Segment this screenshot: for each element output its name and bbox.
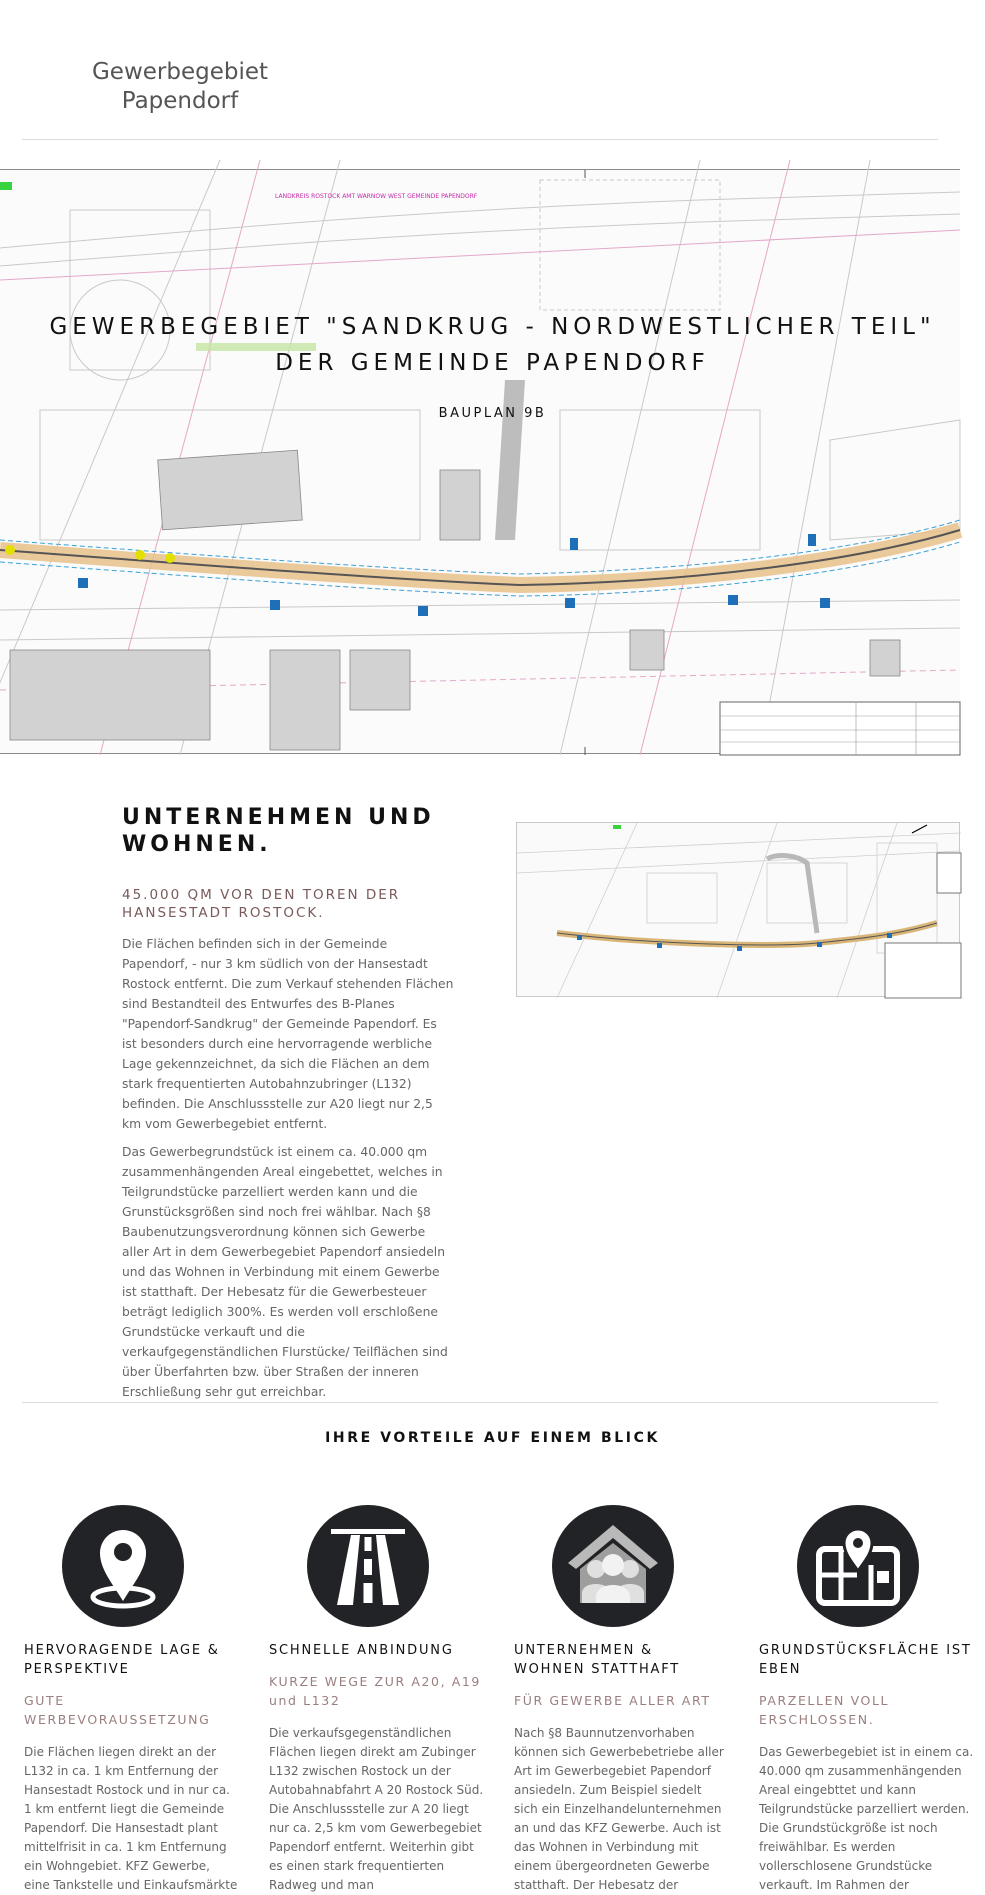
site-plan-thumbnail-drawing [517, 823, 961, 998]
feature-title: UNTERNEHMEN & WOHNEN STATTHAFT [514, 1643, 681, 1677]
feature-text: Die Flächen liegen direkt an der L132 in ca. 1 km Entfernung der Hansestadt Rostock und in nur ca. 1 km entfernt liegt die Gemeinde Papendorf. Die Hansestadt plant mittelfrisit in ca. 1 km Entfernung ein Wohngebiet. KFZ Gewerbe, eine Tankstelle und Einkaufsmärkte [24, 1745, 238, 1892]
header-divider [22, 139, 938, 140]
plan-region-label: LANDKREIS ROSTOCK AMT WARNOW WEST GEMEINDE PAPENDORF [275, 193, 478, 200]
hero-title-line-1: GEWERBEGEBIET "SANDKRUG - NORDWESTLICHER TEIL" [49, 314, 936, 340]
location-pin-icon [62, 1505, 184, 1627]
feature-kicker: PARZELLEN VOLL ERSCHLOSSEN. [759, 1693, 890, 1727]
house-people-icon [552, 1505, 674, 1627]
hero-plan-banner [0, 169, 960, 754]
feature-text: Die verkaufsgegenständlichen Flächen liegen direkt am Zubinger L132 zwischen Rostock un der Autobahnabfahrt A 20 Rostock Süd. Die Anschlussstelle zur A 20 liegt nur ca. 2,5 km vom Gewerbegebiet Papendorf entfernt. Weiterhin gibt es einen stark frequentierten Radweg und man [269, 1726, 484, 1892]
logo-line-1: Gewerbegebiet [91, 59, 269, 85]
feature-title: GRUNDSTÜCKSFLÄCHE IST EBEN [759, 1643, 972, 1677]
section-kicker: 45.000 QM VOR DEN TOREN DER HANSESTADT ROSTOCK. [122, 887, 401, 921]
feature-kicker: FÜR GEWERBE ALLER ART [514, 1693, 711, 1708]
section-body [122, 934, 455, 1410]
hero-title-line-2: DER GEMEINDE PAPENDORF [275, 350, 710, 376]
feature-title: SCHNELLE ANBINDUNG [269, 1643, 454, 1658]
advantages-heading: IHRE VORTEILE AUF EINEM BLICK [325, 1430, 660, 1446]
section-title-line-1: UNTERNEHMEN UND [122, 805, 435, 830]
feature-text: Das Gewerbegebiet ist in einem ca. 40.000 qm zusammenhängenden Areal eingebttet und kann Teilgrundstücke parzelliert werden. Die Grundstückgröße ist noch freiwählbar. Es werden vollerschlosene Grundstücke verkauft. Im Rahmen der [759, 1745, 974, 1892]
feature-card-connection [269, 1505, 484, 1895]
highway-icon [307, 1505, 429, 1627]
section-title-line-2: WOHNEN. [122, 832, 272, 857]
section-paragraph-1: Die Flächen befinden sich in der Gemeinde Papendorf, - nur 3 km südlich von der Hansestadt Rostock entfernt. Die zum Verkauf stehenden Flächen sind Bestandteil des Entwurfes des B-Planes "Papendorf-Sandkrug" der Gemeinde Papendorf. Es ist besonders durch eine hervorragende werbliche Lage gekennzeichnet, da sich die Flächen an dem stark frequentierten Autobahnzubringer (L132) befinden. Die Anschlussstelle zur A20 liegt nur 2,5 km vom Gewerbegebiet entfernt. [122, 937, 454, 1131]
feature-card-plot-area [759, 1505, 974, 1895]
feature-kicker: GUTE WERBEVORAUSSETZUNG [24, 1693, 211, 1727]
feature-text: Nach §8 Baunnutzenvorhaben können sich Gewerbebetriebe aller Art im Gewerbegebiet Papendorf ansiedeln. Zum Beispiel siedelt sich ein Einzelhandelunternehmen an und das KFZ Gewerbe. Auch ist das Wohnen in Verbindung mit einem übergeordneten Gewerbe statthaft. Der Hebesatz der [514, 1726, 724, 1892]
section-title [122, 804, 482, 858]
site-plan-thumbnail[interactable] [516, 822, 960, 997]
hero-title [0, 309, 985, 381]
map-pin-grid-icon [797, 1505, 919, 1627]
feature-card-business-living [514, 1505, 729, 1895]
hero-subtitle: BAUPLAN 9B [438, 406, 547, 421]
feature-title: HERVORAGENDE LAGE & PERSPEKTIVE [24, 1643, 220, 1677]
feature-card-location [24, 1505, 239, 1895]
feature-kicker: KURZE WEGE ZUR A20, A19 und L132 [269, 1674, 481, 1708]
site-logo[interactable] [60, 58, 300, 116]
section-divider [22, 1402, 938, 1403]
site-plan-drawing [0, 170, 960, 755]
logo-line-2: Papendorf [121, 88, 239, 114]
section-paragraph-2: Das Gewerbegrundstück ist einem ca. 40.000 qm zusammenhängenden Areal eingebettet, welches in Teilgrundstücke parzelliert werden kann und die Grunstücksgrößen sind noch frei wählbar. Nach §8 Baubenutzungsverordnung können sich Gewerbe aller Art in dem Gewerbegebiet Papendorf ansiedeln und das Wohnen in Verbindung mit einem Gewerbe ist statthaft. Der Hebesatz für die Gewerbesteuer beträgt lediglich 300%. Es werden voll erschloßene Grundstücke verkauft und die verkaufgegenständlichen Flurstücke/ Teilflächen sind über Überfahrten bzw. über Straßen der inneren Erschließung sehr gut erreichbar. [122, 1145, 448, 1399]
